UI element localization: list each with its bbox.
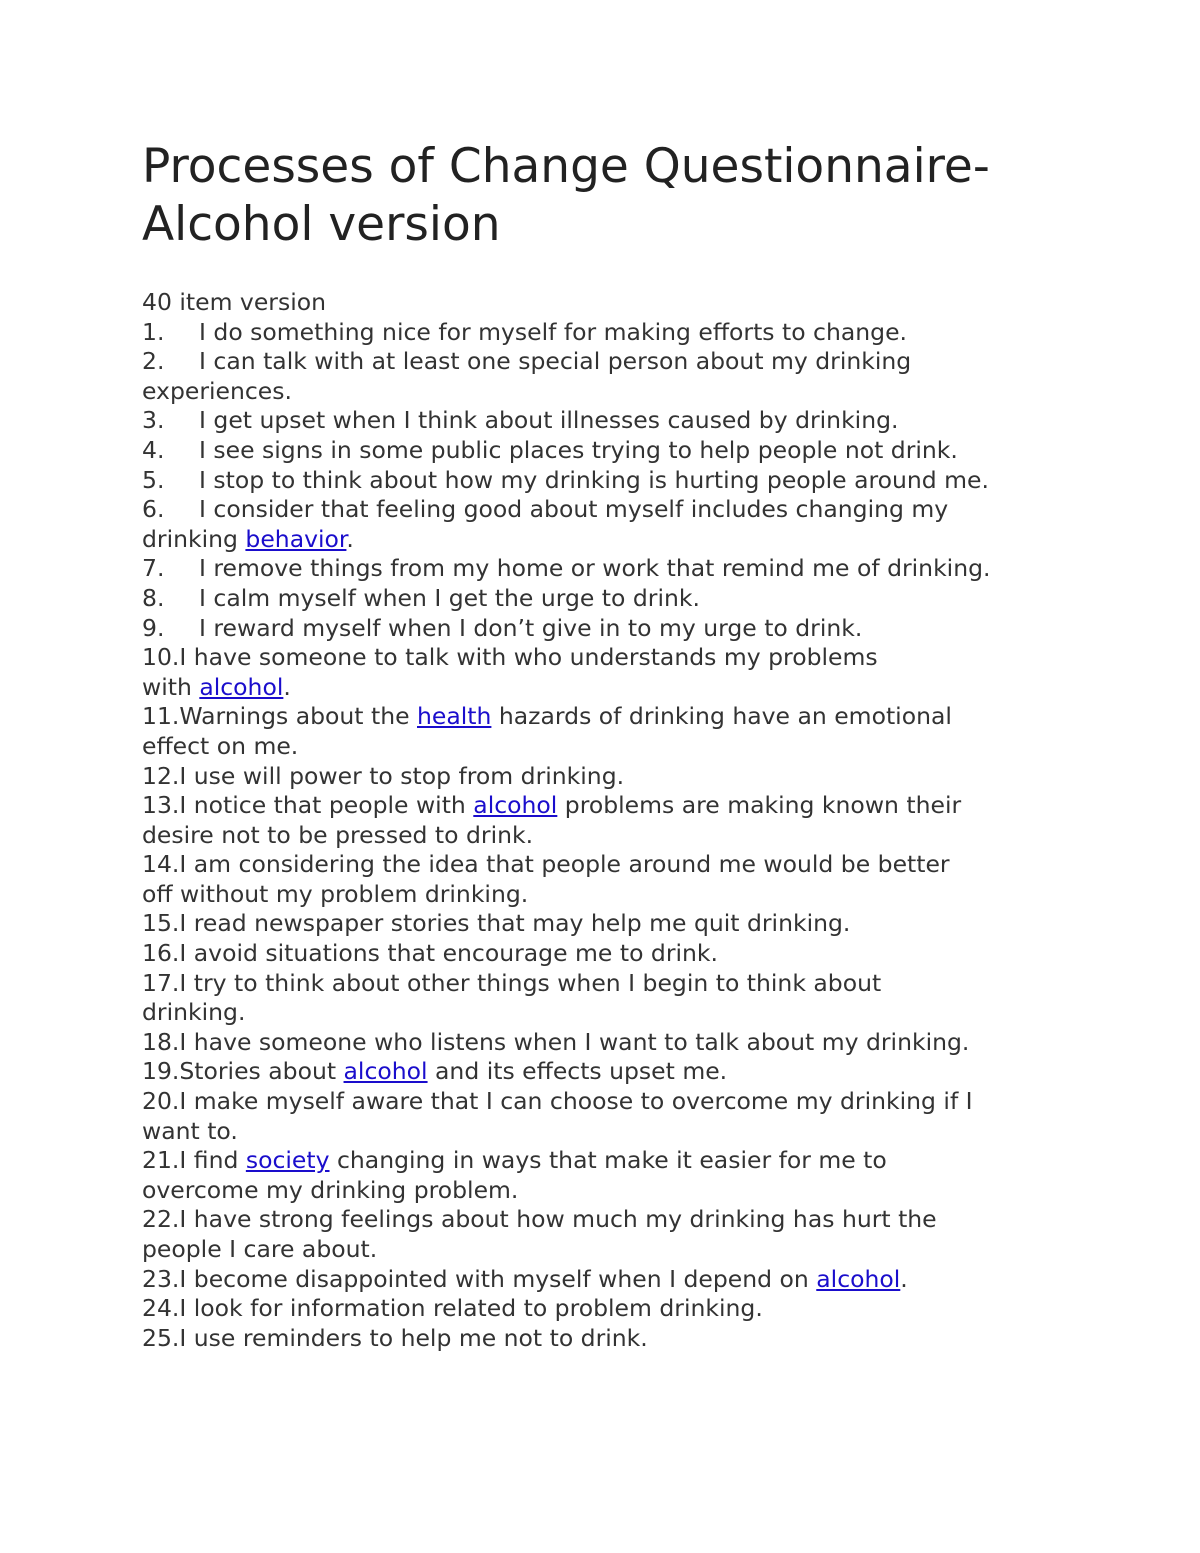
item-text-continued: drinking. bbox=[142, 998, 246, 1027]
item-number: 7. bbox=[142, 554, 165, 583]
list-item bbox=[142, 614, 1102, 644]
item-number: 4. bbox=[142, 435, 165, 464]
list-item bbox=[142, 1324, 1102, 1354]
behavior-link[interactable]: behavior bbox=[245, 524, 347, 553]
item-text-continued: experiences. bbox=[142, 376, 292, 405]
list-item bbox=[142, 1294, 1102, 1324]
item-number: 1. bbox=[142, 317, 165, 346]
item-text-continued: desire not to be pressed to drink. bbox=[142, 820, 534, 849]
society-link[interactable]: society bbox=[245, 1146, 330, 1175]
item-number: 2. bbox=[142, 347, 165, 376]
item-text: I calm myself when I get the urge to drink. bbox=[199, 583, 700, 612]
item-number: 11. bbox=[142, 702, 180, 731]
item-number: 5. bbox=[142, 465, 165, 494]
questionnaire-body bbox=[142, 288, 1102, 1353]
title-line-2: Alcohol version bbox=[142, 197, 501, 252]
item-text: I read newspaper stories that may help me quit drinking. bbox=[179, 909, 851, 938]
item-text: I use will power to stop from drinking. bbox=[179, 761, 625, 790]
list-item bbox=[142, 1146, 1102, 1205]
list-item bbox=[142, 495, 1102, 554]
item-text-post: . bbox=[900, 1264, 908, 1293]
item-text-continued: off without my problem drinking. bbox=[142, 879, 529, 908]
title-line-1: Processes of Change Questionnaire- bbox=[142, 139, 990, 194]
list-item bbox=[142, 554, 1102, 584]
item-text: I try to think about other things when I begin to think about bbox=[179, 968, 882, 997]
item-text: I have strong feelings about how much my drinking has hurt the bbox=[179, 1205, 937, 1234]
item-text-pre: I become disappointed with myself when I depend on bbox=[179, 1264, 817, 1293]
health-link[interactable]: health bbox=[417, 702, 492, 731]
item-number: 18. bbox=[142, 1027, 180, 1056]
item-text-continued: effect on me. bbox=[142, 731, 299, 760]
list-item bbox=[142, 1087, 1102, 1146]
alcohol-link[interactable]: alcohol bbox=[473, 791, 558, 820]
item-number: 13. bbox=[142, 791, 180, 820]
list-item bbox=[142, 909, 1102, 939]
item-text-pre: drinking bbox=[142, 524, 246, 553]
item-number: 15. bbox=[142, 909, 180, 938]
item-text: I use reminders to help me not to drink. bbox=[179, 1323, 648, 1352]
item-number: 25. bbox=[142, 1323, 180, 1352]
item-text: I consider that feeling good about myself includes changing my bbox=[199, 495, 949, 524]
item-number: 19. bbox=[142, 1057, 180, 1086]
item-number: 6. bbox=[142, 495, 165, 524]
list-item bbox=[142, 347, 1102, 406]
item-text-pre: I notice that people with bbox=[179, 791, 474, 820]
item-text: I see signs in some public places trying to help people not drink. bbox=[199, 435, 958, 464]
item-text-post: . bbox=[283, 672, 291, 701]
item-text: I have someone who listens when I want to talk about my drinking. bbox=[179, 1027, 970, 1056]
item-text-pre: Stories about bbox=[179, 1057, 344, 1086]
item-number: 14. bbox=[142, 850, 180, 879]
item-text: I stop to think about how my drinking is hurting people around me. bbox=[199, 465, 989, 494]
version-subtitle: 40 item version bbox=[142, 288, 327, 316]
list-item bbox=[142, 466, 1102, 496]
item-text: I get upset when I think about illnesses caused by drinking. bbox=[199, 406, 899, 435]
item-text: I am considering the idea that people around me would be better bbox=[179, 850, 950, 879]
list-item bbox=[142, 1265, 1102, 1295]
item-number: 8. bbox=[142, 583, 165, 612]
item-number: 23. bbox=[142, 1264, 180, 1293]
list-item bbox=[142, 643, 1102, 702]
item-text-pre: Warnings about the bbox=[179, 702, 418, 731]
list-item bbox=[142, 436, 1102, 466]
alcohol-link[interactable]: alcohol bbox=[816, 1264, 901, 1293]
item-number: 12. bbox=[142, 761, 180, 790]
item-text: I avoid situations that encourage me to drink. bbox=[179, 939, 718, 968]
item-text-continued bbox=[142, 673, 1102, 703]
item-text-continued: want to. bbox=[142, 1116, 238, 1145]
item-number: 24. bbox=[142, 1294, 180, 1323]
item-text-pre: I find bbox=[179, 1146, 246, 1175]
alcohol-link[interactable]: alcohol bbox=[343, 1057, 428, 1086]
list-item bbox=[142, 850, 1102, 909]
list-item bbox=[142, 762, 1102, 792]
list-item bbox=[142, 584, 1102, 614]
list-item bbox=[142, 702, 1102, 761]
document-title bbox=[142, 138, 1102, 254]
item-text-pre: with bbox=[142, 672, 200, 701]
list-item bbox=[142, 1057, 1102, 1087]
item-text: I remove things from my home or work that remind me of drinking. bbox=[199, 554, 991, 583]
list-item bbox=[142, 1028, 1102, 1058]
item-number: 20. bbox=[142, 1087, 180, 1116]
alcohol-link[interactable]: alcohol bbox=[199, 672, 284, 701]
item-text-post: and its effects upset me. bbox=[427, 1057, 728, 1086]
list-item bbox=[142, 406, 1102, 436]
item-text-continued: overcome my drinking problem. bbox=[142, 1175, 519, 1204]
item-text: I do something nice for myself for making efforts to change. bbox=[199, 317, 908, 346]
item-number: 3. bbox=[142, 406, 165, 435]
item-text: I have someone to talk with who understands my problems bbox=[179, 643, 878, 672]
item-text-post: problems are making known their bbox=[557, 791, 962, 820]
item-text-continued bbox=[142, 525, 1102, 555]
list-item bbox=[142, 318, 1102, 348]
item-text: I look for information related to problem drinking. bbox=[179, 1294, 763, 1323]
item-number: 10. bbox=[142, 643, 180, 672]
item-number: 16. bbox=[142, 939, 180, 968]
item-text: I reward myself when I don’t give in to my urge to drink. bbox=[199, 613, 863, 642]
item-text: I can talk with at least one special person about my drinking bbox=[199, 347, 912, 376]
item-text-post: changing in ways that make it easier for me to bbox=[329, 1146, 887, 1175]
item-number: 17. bbox=[142, 968, 180, 997]
item-text-post: . bbox=[346, 524, 354, 553]
item-text-post: hazards of drinking have an emotional bbox=[491, 702, 952, 731]
list-item bbox=[142, 1205, 1102, 1264]
item-text-continued: people I care about. bbox=[142, 1235, 378, 1263]
item-text: I make myself aware that I can choose to overcome my drinking if I bbox=[179, 1087, 973, 1116]
list-item bbox=[142, 791, 1102, 850]
document-page bbox=[142, 138, 1102, 1353]
item-number: 22. bbox=[142, 1205, 180, 1234]
list-item bbox=[142, 969, 1102, 1028]
item-number: 9. bbox=[142, 613, 165, 642]
list-item bbox=[142, 939, 1102, 969]
item-number: 21. bbox=[142, 1146, 180, 1175]
